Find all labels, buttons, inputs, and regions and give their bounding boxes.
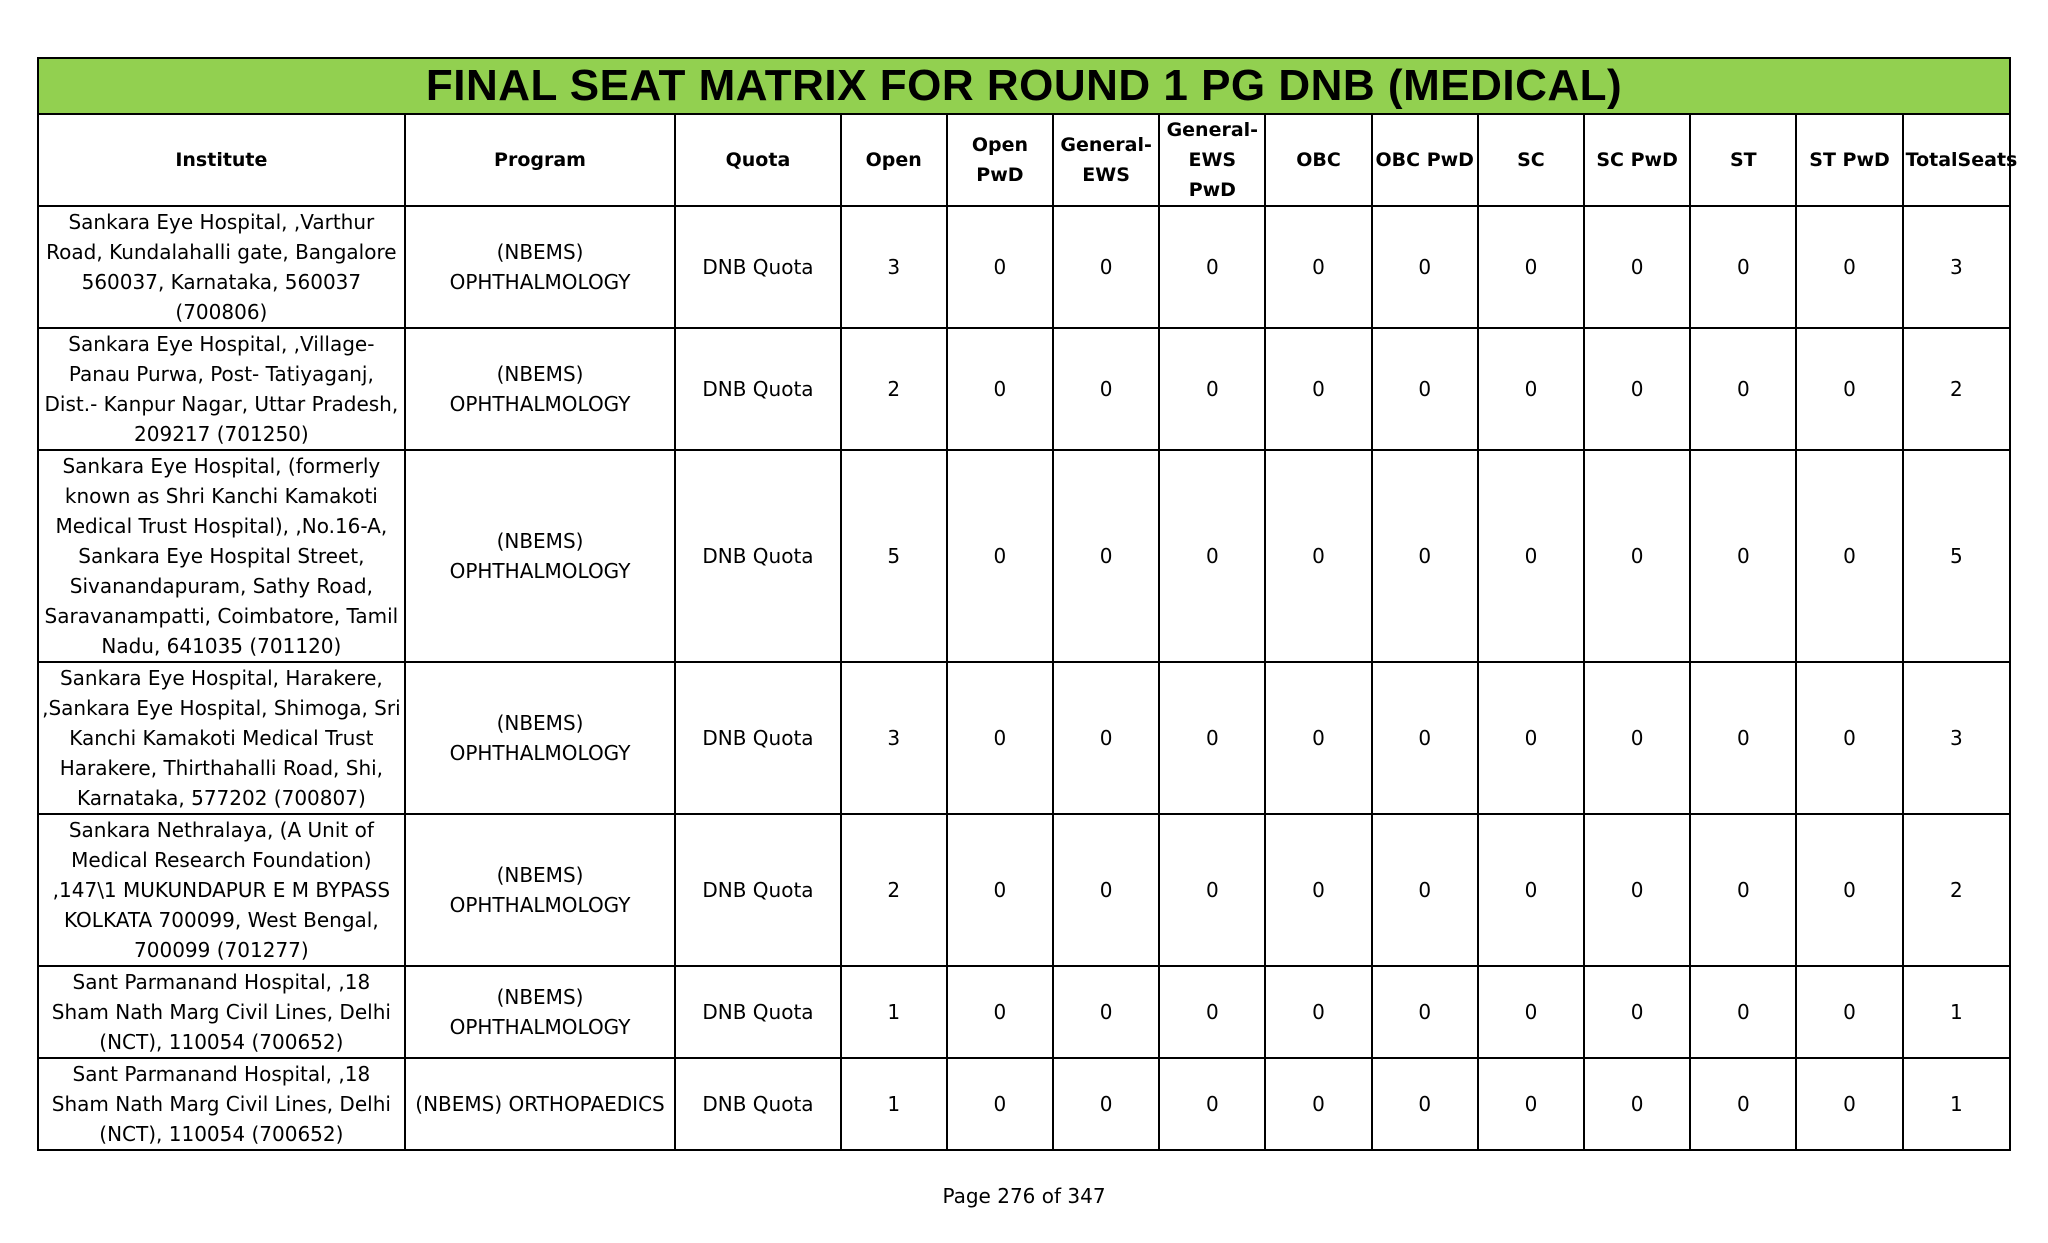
document-page [37, 57, 2018, 1151]
seat-matrix-table [37, 57, 2018, 1151]
institute-cell: Sankara Eye Hospital, ,Varthur Road, Kundalahalli gate, Bangalore 560037, Karnataka, 560037 (700806) [38, 206, 405, 328]
seat-count-cell: 0 [1159, 814, 1265, 966]
column-header: ST [1690, 114, 1796, 206]
seat-count-cell: 0 [1265, 450, 1371, 662]
institute-cell: Sant Parmanand Hospital, ,18 Sham Nath Marg Civil Lines, Delhi (NCT), 110054 (700652) [38, 1058, 405, 1150]
seat-count-cell: 0 [1159, 206, 1265, 328]
column-header: General-EWS [1053, 114, 1159, 206]
seat-count-cell: 5 [1903, 450, 2010, 662]
seat-count-cell: 0 [1159, 662, 1265, 814]
seat-count-cell: 0 [1053, 206, 1159, 328]
institute-cell: Sankara Eye Hospital, ,Village- Panau Purwa, Post- Tatiyaganj, Dist.- Kanpur Nagar, Uttar Pradesh, 209217 (701250) [38, 328, 405, 450]
seat-count-cell: 0 [1478, 1058, 1584, 1150]
program-cell: (NBEMS) OPHTHALMOLOGY [405, 450, 676, 662]
seat-count-cell: 0 [1796, 206, 1902, 328]
column-header: TotalSeats [1903, 114, 2010, 206]
table-row [38, 662, 2010, 814]
column-header: Open [841, 114, 947, 206]
column-header: OBC [1265, 114, 1371, 206]
seat-count-cell: 0 [947, 966, 1053, 1058]
seat-count-cell: 0 [1478, 814, 1584, 966]
seat-count-cell: 0 [1796, 1058, 1902, 1150]
column-header: SC PwD [1584, 114, 1690, 206]
seat-count-cell: 0 [1053, 450, 1159, 662]
seat-count-cell: 0 [1265, 1058, 1371, 1150]
seat-count-cell: 0 [1584, 966, 1690, 1058]
seat-count-cell: 1 [1903, 966, 2010, 1058]
table-header-row [38, 114, 2010, 206]
seat-count-cell: 0 [1584, 814, 1690, 966]
seat-count-cell: 0 [1796, 328, 1902, 450]
quota-cell: DNB Quota [675, 662, 840, 814]
seat-count-cell: 0 [1690, 450, 1796, 662]
seat-count-cell: 0 [947, 1058, 1053, 1150]
column-header: Program [405, 114, 676, 206]
seat-count-cell: 3 [1903, 206, 2010, 328]
program-cell: (NBEMS) OPHTHALMOLOGY [405, 662, 676, 814]
seat-count-cell: 0 [1265, 966, 1371, 1058]
seat-count-cell: 2 [841, 328, 947, 450]
quota-cell: DNB Quota [675, 206, 840, 328]
seat-count-cell: 0 [1584, 1058, 1690, 1150]
seat-count-cell: 3 [841, 206, 947, 328]
seat-count-cell: 0 [1796, 450, 1902, 662]
seat-count-cell: 0 [1265, 328, 1371, 450]
program-cell: (NBEMS) OPHTHALMOLOGY [405, 814, 676, 966]
seat-count-cell: 0 [1372, 328, 1478, 450]
seat-count-cell: 0 [1796, 814, 1902, 966]
seat-count-cell: 0 [1372, 206, 1478, 328]
seat-count-cell: 0 [947, 814, 1053, 966]
seat-count-cell: 0 [947, 206, 1053, 328]
seat-count-cell: 0 [1584, 206, 1690, 328]
table-body [38, 206, 2010, 1150]
seat-count-cell: 0 [1690, 328, 1796, 450]
seat-count-cell: 0 [1690, 966, 1796, 1058]
program-cell: (NBEMS) OPHTHALMOLOGY [405, 328, 676, 450]
column-header: Institute [38, 114, 405, 206]
seat-count-cell: 0 [1265, 814, 1371, 966]
seat-count-cell: 2 [841, 814, 947, 966]
seat-count-cell: 0 [1584, 450, 1690, 662]
seat-count-cell: 0 [1584, 662, 1690, 814]
column-header: General-EWS PwD [1159, 114, 1265, 206]
seat-count-cell: 0 [1478, 966, 1584, 1058]
title-banner [38, 58, 2010, 114]
table-row [38, 450, 2010, 662]
column-header: Open PwD [947, 114, 1053, 206]
column-header: Quota [675, 114, 840, 206]
seat-count-cell: 2 [1903, 814, 2010, 966]
program-cell: (NBEMS) OPHTHALMOLOGY [405, 206, 676, 328]
seat-count-cell: 0 [1796, 966, 1902, 1058]
program-cell: (NBEMS) ORTHOPAEDICS [405, 1058, 676, 1150]
table-row [38, 1058, 2010, 1150]
seat-count-cell: 0 [1372, 1058, 1478, 1150]
seat-count-cell: 0 [1053, 966, 1159, 1058]
seat-count-cell: 1 [1903, 1058, 2010, 1150]
seat-count-cell: 0 [1053, 1058, 1159, 1150]
seat-count-cell: 1 [841, 1058, 947, 1150]
seat-count-cell: 0 [947, 662, 1053, 814]
seat-count-cell: 0 [1159, 1058, 1265, 1150]
table-row [38, 328, 2010, 450]
table-row [38, 206, 2010, 328]
seat-count-cell: 0 [1478, 662, 1584, 814]
institute-cell: Sankara Eye Hospital, Harakere, ,Sankara Eye Hospital, Shimoga, Sri Kanchi Kamakoti Medical Trust Harakere, Thirthahalli Road, Shi, Karnataka, 577202 (700807) [38, 662, 405, 814]
seat-count-cell: 0 [1372, 814, 1478, 966]
seat-count-cell: 2 [1903, 328, 2010, 450]
seat-count-cell: 0 [1372, 662, 1478, 814]
seat-count-cell: 0 [1159, 966, 1265, 1058]
seat-count-cell: 0 [1053, 814, 1159, 966]
column-header: SC [1478, 114, 1584, 206]
seat-count-cell: 0 [1690, 814, 1796, 966]
table-row [38, 814, 2010, 966]
program-cell: (NBEMS) OPHTHALMOLOGY [405, 966, 676, 1058]
quota-cell: DNB Quota [675, 450, 840, 662]
page-number: Page 276 of 347 [942, 1184, 1106, 1208]
quota-cell: DNB Quota [675, 814, 840, 966]
seat-count-cell: 0 [1478, 206, 1584, 328]
seat-count-cell: 0 [1690, 662, 1796, 814]
seat-count-cell: 0 [1159, 328, 1265, 450]
institute-cell: Sant Parmanand Hospital, ,18 Sham Nath Marg Civil Lines, Delhi (NCT), 110054 (700652) [38, 966, 405, 1058]
seat-count-cell: 0 [947, 450, 1053, 662]
seat-count-cell: 3 [1903, 662, 2010, 814]
seat-count-cell: 1 [841, 966, 947, 1058]
seat-count-cell: 3 [841, 662, 947, 814]
seat-count-cell: 0 [1053, 662, 1159, 814]
column-header: ST PwD [1796, 114, 1902, 206]
quota-cell: DNB Quota [675, 328, 840, 450]
seat-count-cell: 0 [1478, 328, 1584, 450]
quota-cell: DNB Quota [675, 966, 840, 1058]
institute-cell: Sankara Eye Hospital, (formerly known as Shri Kanchi Kamakoti Medical Trust Hospital), ,No.16-A, Sankara Eye Hospital Street, Sivanandapuram, Sathy Road, Saravanampatti, Coimbatore, Tamil Nadu, 641035 (701120) [38, 450, 405, 662]
seat-count-cell: 0 [1159, 450, 1265, 662]
institute-cell: Sankara Nethralaya, (A Unit of Medical Research Foundation) ,147\1 MUKUNDAPUR E M BYPASS KOLKATA 700099, West Bengal, 700099 (701277) [38, 814, 405, 966]
seat-count-cell: 0 [1372, 450, 1478, 662]
page-title: FINAL SEAT MATRIX FOR ROUND 1 PG DNB (MEDICAL) [425, 61, 1623, 110]
quota-cell: DNB Quota [675, 1058, 840, 1150]
seat-count-cell: 0 [1265, 662, 1371, 814]
seat-count-cell: 0 [1584, 328, 1690, 450]
seat-count-cell: 5 [841, 450, 947, 662]
seat-count-cell: 0 [1372, 966, 1478, 1058]
seat-count-cell: 0 [1265, 206, 1371, 328]
seat-count-cell: 0 [1478, 450, 1584, 662]
seat-count-cell: 0 [1690, 206, 1796, 328]
column-header: OBC PwD [1372, 114, 1478, 206]
table-row [38, 966, 2010, 1058]
seat-count-cell: 0 [947, 328, 1053, 450]
seat-count-cell: 0 [1690, 1058, 1796, 1150]
seat-count-cell: 0 [1796, 662, 1902, 814]
seat-count-cell: 0 [1053, 328, 1159, 450]
